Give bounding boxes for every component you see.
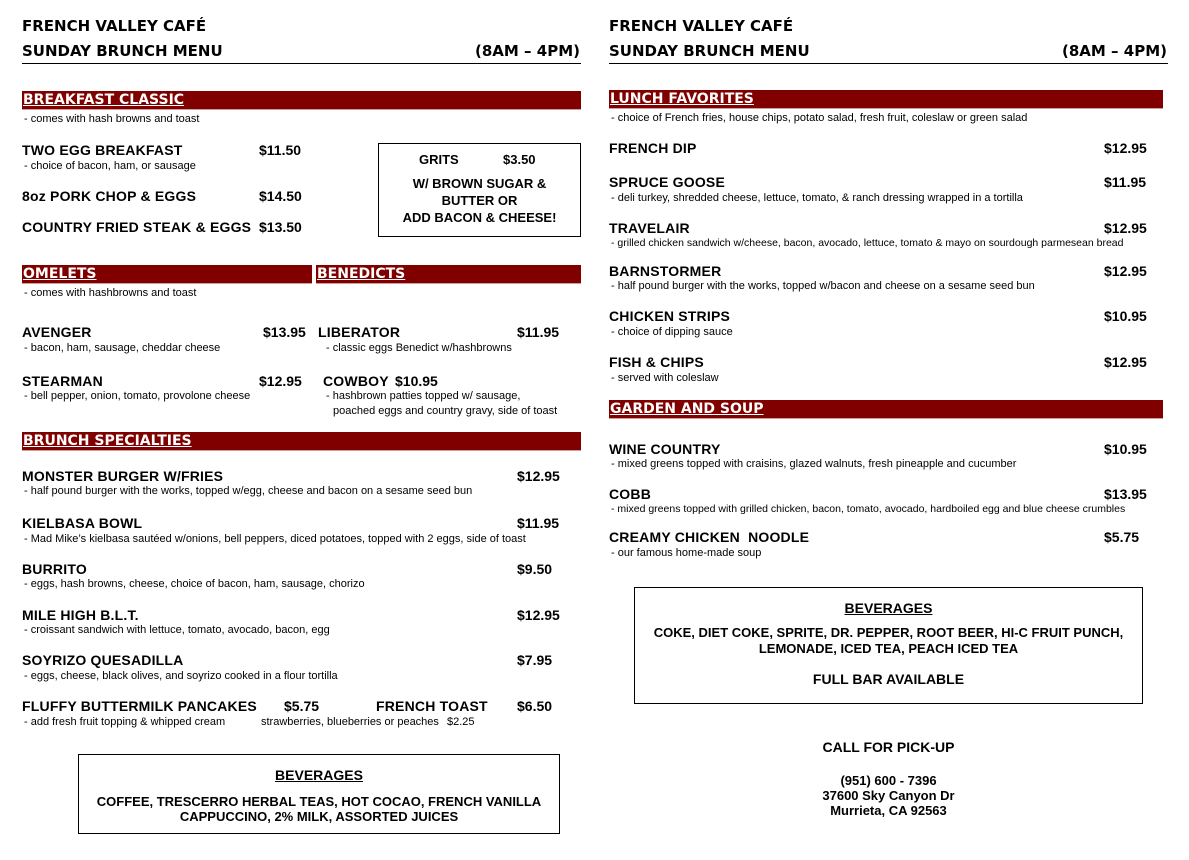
item-desc-travelair: - grilled chicken sandwich w/cheese, bacon, avocado, lettuce, tomato & mayo on sourdough parmesean bread bbox=[611, 237, 1124, 249]
beverages-box-right bbox=[634, 587, 1143, 704]
beverages-line-1-left: COFFEE, TRESCERRO HERBAL TEAS, HOT COCAO, FRENCH VANILLA bbox=[96, 794, 542, 809]
breakfast-note: - comes with hash browns and toast bbox=[24, 113, 200, 125]
item-price-wine-country: $10.95 bbox=[1104, 441, 1147, 457]
section-bar-breakfast: BREAKFAST CLASSIC bbox=[22, 91, 581, 110]
item-price-spruce-goose: $11.95 bbox=[1104, 174, 1147, 190]
menu-title-left: SUNDAY BRUNCH MENU bbox=[22, 42, 223, 60]
grits-line-2: BUTTER OR bbox=[441, 193, 518, 208]
beverages-title-right: BEVERAGES bbox=[844, 600, 933, 616]
item-name-barnstormer: BARNSTORMER bbox=[609, 263, 722, 279]
item-price-cobb: $13.95 bbox=[1104, 486, 1147, 502]
pickup-title: CALL FOR PICK-UP bbox=[822, 739, 955, 755]
item-name-spruce-goose: SPRUCE GOOSE bbox=[609, 174, 725, 190]
item-price-liberator: $11.95 bbox=[517, 324, 560, 340]
item-price-kielbasa-bowl: $11.95 bbox=[517, 515, 560, 531]
header-rule-right bbox=[609, 63, 1168, 64]
item-desc-monster-burger: - half pound burger with the works, topped w/egg, cheese and bacon on a sesame seed bun bbox=[24, 485, 473, 497]
item-name-travelair: TRAVELAIR bbox=[609, 220, 690, 236]
item-name-burrito: BURRITO bbox=[22, 561, 87, 577]
item-price-soyrizo-quesadilla: $7.95 bbox=[517, 652, 553, 668]
omelets-note: - comes with hashbrowns and toast bbox=[24, 287, 197, 299]
grits-line-1: W/ BROWN SUGAR & bbox=[412, 176, 547, 191]
item-price-country-fried-steak: $13.50 bbox=[259, 219, 302, 235]
grits-line-3: ADD BACON & CHEESE! bbox=[402, 210, 557, 225]
lunch-note: - choice of French fries, house chips, potato salad, fresh fruit, coleslaw or green salad bbox=[611, 112, 1028, 124]
pickup-city: Murrieta, CA 92563 bbox=[830, 803, 947, 818]
item-desc-barnstormer: - half pound burger with the works, topped w/bacon and cheese on a sesame seed bun bbox=[611, 280, 1035, 292]
beverages-line-2-right: LEMONADE, ICED TEA, PEACH ICED TEA bbox=[758, 641, 1019, 656]
item-desc-wine-country: - mixed greens topped with craisins, glazed walnuts, fresh pineapple and cucumber bbox=[611, 458, 1017, 470]
grits-name: GRITS bbox=[419, 152, 459, 167]
item-name-french-toast: FRENCH TOAST bbox=[376, 698, 488, 714]
item-desc-french-toast: strawberries, blueberries or peaches bbox=[261, 716, 439, 728]
item-desc-blt: - croissant sandwich with lettuce, tomato, avocado, bacon, egg bbox=[24, 624, 330, 636]
section-bar-garden: GARDEN AND SOUP bbox=[609, 400, 1163, 419]
item-name-liberator: LIBERATOR bbox=[318, 324, 401, 340]
item-name-creamy-chicken-noodle: CREAMY CHICKEN NOODLE bbox=[609, 529, 810, 545]
item-desc-pancakes: - add fresh fruit topping & whipped cream bbox=[24, 716, 226, 728]
hours-right: (8AM – 4PM) bbox=[1062, 42, 1167, 60]
cafe-name-right: FRENCH VALLEY CAFÉ bbox=[609, 17, 794, 35]
section-bar-lunch: LUNCH FAVORITES bbox=[609, 90, 1163, 109]
item-desc-spruce-goose: - deli turkey, shredded cheese, lettuce, tomato, & ranch dressing wrapped in a tortilla bbox=[611, 192, 1023, 204]
full-bar-available: FULL BAR AVAILABLE bbox=[812, 671, 965, 687]
item-desc-two-egg-breakfast: - choice of bacon, ham, or sausage bbox=[24, 160, 196, 172]
item-price-pork-chop: $14.50 bbox=[259, 188, 302, 204]
item-price-stearman: $12.95 bbox=[259, 373, 302, 389]
item-price-two-egg-breakfast: $11.50 bbox=[259, 142, 302, 158]
item-price-french-dip: $12.95 bbox=[1104, 140, 1147, 156]
item-price-french-toast: $6.50 bbox=[517, 698, 553, 714]
item-desc-cobb: - mixed greens topped with grilled chicken, bacon, tomato, avocado, hardboiled egg and blue cheese crumbles bbox=[611, 503, 1126, 515]
item-name-pancakes: FLUFFY BUTTERMILK PANCAKES bbox=[22, 698, 257, 714]
item-price-barnstormer: $12.95 bbox=[1104, 263, 1147, 279]
item-desc-stearman: - bell pepper, onion, tomato, provolone cheese bbox=[24, 390, 251, 402]
item-price-creamy-chicken-noodle: $5.75 bbox=[1104, 529, 1140, 545]
item-price-blt: $12.95 bbox=[517, 607, 560, 623]
item-name-avenger: AVENGER bbox=[22, 324, 92, 340]
beverages-line-2-left: CAPPUCCINO, 2% MILK, ASSORTED JUICES bbox=[179, 809, 459, 824]
item-desc-avenger: - bacon, ham, sausage, cheddar cheese bbox=[24, 342, 221, 354]
beverages-title-left: BEVERAGES bbox=[275, 767, 363, 783]
item-name-soyrizo-quesadilla: SOYRIZO QUESADILLA bbox=[22, 652, 184, 668]
item-price-chicken-strips: $10.95 bbox=[1104, 308, 1147, 324]
item-desc-price-french-toast: $2.25 bbox=[447, 716, 475, 728]
item-name-french-dip: FRENCH DIP bbox=[609, 140, 697, 156]
item-desc-soyrizo-quesadilla: - eggs, cheese, black olives, and soyrizo cooked in a flour tortilla bbox=[24, 670, 338, 682]
item-desc-kielbasa-bowl: - Mad Mike’s kielbasa sautéed w/onions, bell peppers, diced potatoes, topped with 2 eggs, side of toast bbox=[24, 533, 526, 545]
item-price-burrito: $9.50 bbox=[517, 561, 553, 577]
item-name-blt: MILE HIGH B.L.T. bbox=[22, 607, 139, 623]
item-price-avenger: $13.95 bbox=[263, 324, 306, 340]
beverages-line-1-right: COKE, DIET COKE, SPRITE, DR. PEPPER, ROOT BEER, HI-C FRUIT PUNCH, bbox=[653, 625, 1124, 640]
section-bar-brunch: BRUNCH SPECIALTIES bbox=[22, 432, 581, 451]
item-name-pork-chop: 8oz PORK CHOP & EGGS bbox=[22, 188, 197, 204]
item-desc-fish-chips: - served with coleslaw bbox=[611, 372, 719, 384]
item-desc-burrito: - eggs, hash browns, cheese, choice of bacon, ham, sausage, chorizo bbox=[24, 578, 365, 590]
grits-price: $3.50 bbox=[503, 152, 536, 167]
menu-title-right: SUNDAY BRUNCH MENU bbox=[609, 42, 810, 60]
item-name-stearman: STEARMAN bbox=[22, 373, 103, 389]
item-name-country-fried-steak: COUNTRY FRIED STEAK & EGGS bbox=[22, 219, 252, 235]
item-name-two-egg-breakfast: TWO EGG BREAKFAST bbox=[22, 142, 183, 158]
item-desc-chicken-strips: - choice of dipping sauce bbox=[611, 326, 733, 338]
item-name-kielbasa-bowl: KIELBASA BOWL bbox=[22, 515, 143, 531]
pickup-phone[interactable]: (951) 600 - 7396 bbox=[840, 773, 937, 788]
item-name-cobb: COBB bbox=[609, 486, 652, 502]
section-bar-omelets: OMELETS bbox=[22, 265, 312, 284]
pickup-street: 37600 Sky Canyon Dr bbox=[822, 788, 955, 803]
hours-left: (8AM – 4PM) bbox=[475, 42, 580, 60]
item-name-wine-country: WINE COUNTRY bbox=[609, 441, 721, 457]
item-desc-creamy-chicken-noodle: - our famous home-made soup bbox=[611, 547, 762, 559]
item-name-monster-burger: MONSTER BURGER W/FRIES bbox=[22, 468, 224, 484]
item-desc-cowboy-1: - hashbrown patties topped w/ sausage, bbox=[326, 390, 521, 402]
item-price-pancakes: $5.75 bbox=[284, 698, 320, 714]
item-price-fish-chips: $12.95 bbox=[1104, 354, 1147, 370]
item-desc-liberator: - classic eggs Benedict w/hashbrowns bbox=[326, 342, 512, 354]
header-rule-left bbox=[22, 63, 581, 64]
cafe-name-left: FRENCH VALLEY CAFÉ bbox=[22, 17, 207, 35]
item-price-travelair: $12.95 bbox=[1104, 220, 1147, 236]
section-bar-benedicts: BENEDICTS bbox=[316, 265, 581, 284]
grits-box bbox=[378, 143, 581, 237]
item-price-cowboy: $10.95 bbox=[395, 373, 438, 389]
item-price-monster-burger: $12.95 bbox=[517, 468, 560, 484]
item-desc-cowboy-2: poached eggs and country gravy, side of toast bbox=[333, 405, 558, 417]
item-name-chicken-strips: CHICKEN STRIPS bbox=[609, 308, 731, 324]
beverages-box-left bbox=[78, 754, 560, 834]
item-name-fish-chips: FISH & CHIPS bbox=[609, 354, 704, 370]
item-name-cowboy: COWBOY bbox=[323, 373, 389, 389]
